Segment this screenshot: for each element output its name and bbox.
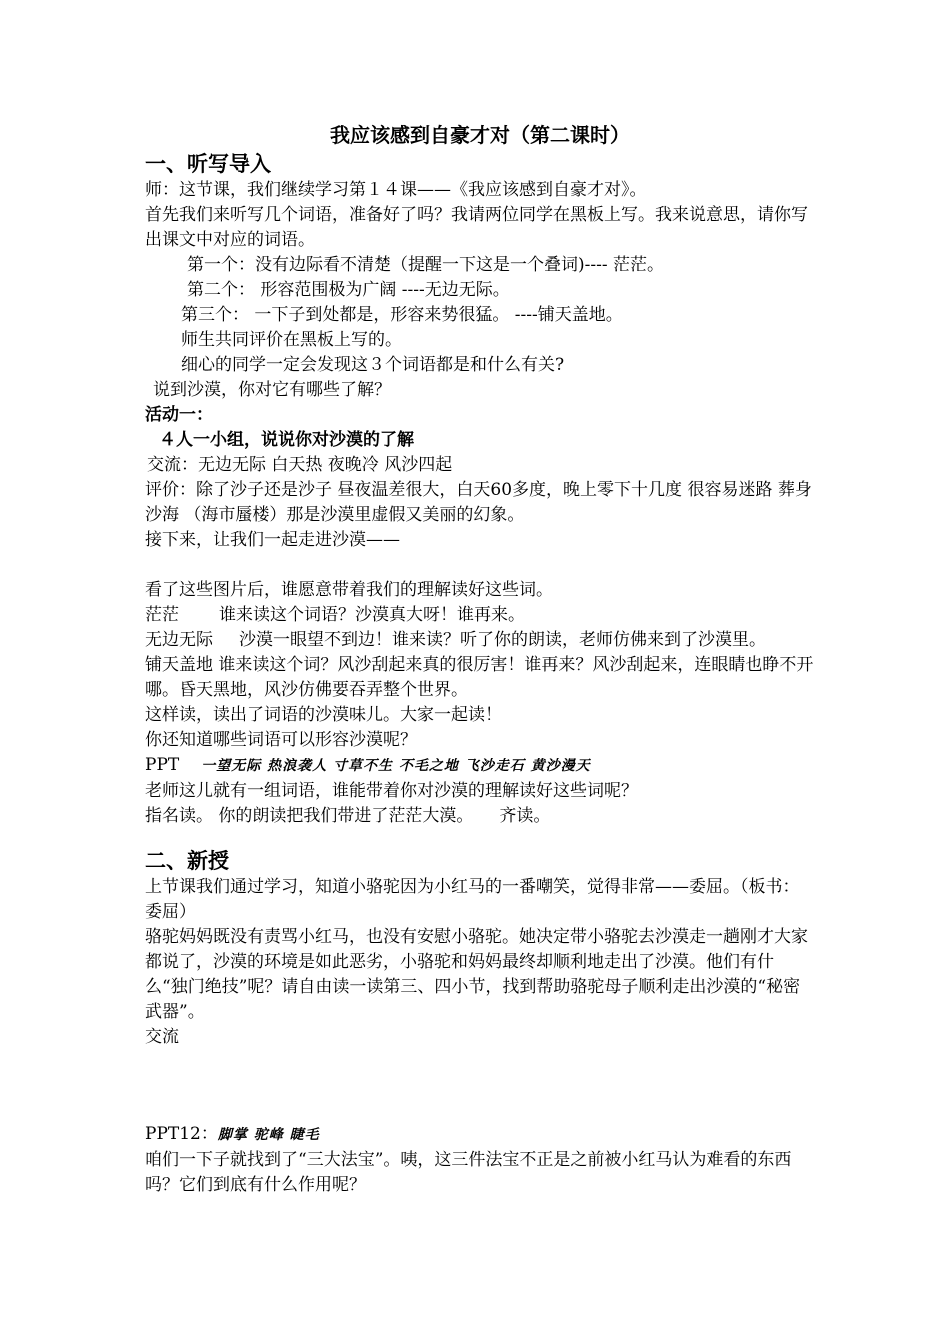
spacer (145, 829, 815, 847)
word-comment: 谁来读这个词语？沙漠真大呀！谁再来。 (219, 605, 525, 625)
reading-note: 指名读。 你的朗读把我们带进了茫茫大漠。 (145, 806, 474, 826)
word-label: 无边无际 (145, 630, 213, 650)
paragraph: 第一个：没有边际看不清楚（提醒一下这是一个叠词)---- 茫茫。 (187, 255, 665, 275)
paragraph: 你还知道哪些词语可以形容沙漠呢？ (145, 730, 417, 750)
section-heading-new-lesson: 二、新授 (145, 848, 229, 873)
document-page (145, 120, 815, 1198)
paragraph: 骆驼妈妈既没有责骂小红马，也没有安慰小骆驼。她决定带小骆驼去沙漠走一趟刚才大家都说了，沙漠的环境是如此恶劣，小骆驼和妈妈最终却顺利地走出了沙漠。他们有什么“独门绝技”呢？请自由读一读第三、四小节，找到帮助骆驼母子顺利走出沙漠的“秘密武器”。 (145, 927, 808, 1022)
paragraph: 这样读，读出了词语的沙漠味儿。大家一起读！ (145, 705, 502, 725)
section-heading-listening: 一、听写导入 (145, 151, 271, 176)
paragraph: 老师这儿就有一组词语，谁能带着你对沙漠的理解读好这些词呢？ (145, 781, 638, 801)
ppt-words: 一望无际 热浪袭人 寸草不生 不毛之地 飞沙走石 黄沙漫天 (201, 758, 591, 774)
paragraph: 首先我们来听写几个词语，准备好了吗？我请两位同学在黑板上写。我来说意思，请你写出课文中对应的词语。 (145, 205, 808, 250)
paragraph: 铺天盖地 谁来读这个词？风沙刮起来真的很厉害！谁再来？风沙刮起来，连眼睛也睁不开哪。昏天黑地，风沙仿佛要吞弄整个世界。 (145, 655, 814, 700)
paragraph: 说到沙漠，你对它有哪些了解？ (153, 380, 391, 400)
paragraph (145, 603, 815, 628)
ppt-line (145, 753, 815, 779)
activity-label: 活动一： (145, 405, 213, 425)
paragraph: 交流：无边无际 白天热 夜晚冷 风沙四起 (147, 455, 453, 475)
ppt-label: PPT12： (145, 1124, 218, 1144)
paragraph: 细心的同学一定会发现这３个词语都是和什么有关? (181, 355, 565, 375)
reading-note: 齐读。 (499, 806, 551, 826)
spacer (145, 1050, 815, 1122)
ppt-line (145, 1122, 815, 1148)
paragraph: 第三个： 一下子到处都是，形容来势很猛。 ----铺天盖地。 (181, 305, 623, 325)
ppt-label: PPT (145, 755, 180, 775)
paragraph: 评价：除了沙子还是沙子 昼夜温差很大，白天60多度，晚上零下十几度 很容易迷路 葬身沙海 （海市蜃楼）那是沙漠里虚假又美丽的幻象。 (145, 480, 812, 525)
word-label: 茫茫 (145, 605, 179, 625)
paragraph: 交流 (145, 1027, 179, 1047)
paragraph: 上节课我们通过学习，知道小骆驼因为小红马的一番嘲笑，觉得非常——委屈。（板书：委屈） (145, 877, 800, 922)
paragraph: 师生共同评价在黑板上写的。 (181, 330, 402, 350)
paragraph (145, 804, 815, 829)
document-title: 我应该感到自豪才对（第二课时） (330, 123, 630, 147)
spacer (145, 553, 815, 578)
paragraph: 接下来，让我们一起走进沙漠—— (145, 530, 400, 550)
ppt-words: 脚掌 驼峰 睫毛 (217, 1127, 320, 1143)
word-comment: 沙漠一眼望不到边！谁来读？听了你的朗读，老师仿佛来到了沙漠里。 (239, 630, 766, 650)
paragraph (145, 628, 815, 653)
paragraph: 师：这节课，我们继续学习第１４课——《我应该感到自豪才对》。 (145, 180, 647, 200)
paragraph: 第二个： 形容范围极为广阔 ----无边无际。 (187, 280, 510, 300)
activity-task: ４人一小组，说说你对沙漠的了解 (159, 430, 414, 450)
paragraph: 咱们一下子就找到了“三大法宝”。咦，这三件法宝不正是之前被小红马认为难看的东西吗？它们到底有什么作用呢？ (145, 1150, 792, 1195)
paragraph: 看了这些图片后，谁愿意带着我们的理解读好这些词。 (145, 580, 553, 600)
